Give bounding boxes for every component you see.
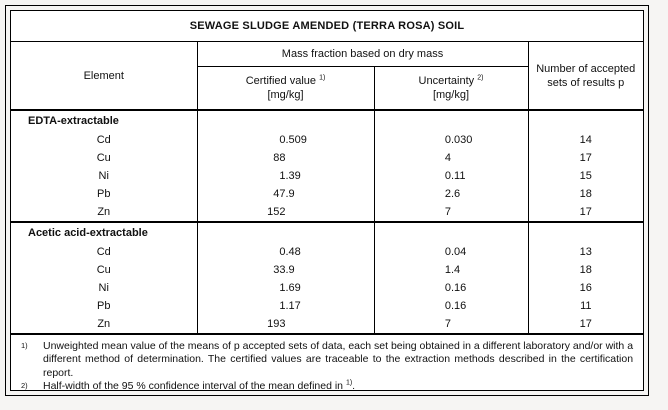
table-row: [11, 131, 643, 149]
section-header-edta: [11, 110, 643, 131]
integer-part: 1: [279, 300, 286, 312]
uncertainty-label: Uncertainty $^{2)}$: [418, 74, 484, 87]
footnote-1: [17, 340, 633, 381]
table-row: [11, 185, 643, 203]
certified-value: [242, 261, 330, 279]
certified-cell: [197, 131, 374, 149]
table-row: [11, 279, 643, 297]
fraction-part: .48: [285, 246, 301, 258]
fraction-part: .9: [285, 264, 295, 276]
accepted-sets-cell: 16: [528, 279, 643, 297]
footnote-ref-2: 2): [477, 74, 484, 82]
fraction-part: [451, 203, 495, 221]
accepted-sets-cell: 17: [528, 315, 643, 334]
footnote-1-marker: 1): [21, 340, 28, 350]
uncertainty-value: [407, 167, 495, 185]
table-row: [11, 261, 643, 279]
footnote-2-marker: 2): [21, 381, 28, 390]
uncertainty-value: [407, 243, 495, 261]
uncertainty-cell: [374, 261, 528, 279]
integer-part: 193: [267, 318, 286, 330]
fraction-part: .16: [451, 282, 467, 294]
empty-cell: [374, 222, 528, 243]
element-column-header: Element: [11, 42, 197, 111]
table-title-row: [11, 11, 643, 42]
fraction-part: .4: [451, 264, 461, 276]
uncertainty-value: [407, 131, 495, 149]
integer-part: 1: [444, 264, 451, 276]
element-cell: Pb: [97, 300, 111, 312]
table-title: SEWAGE SLUDGE AMENDED (TERRA ROSA) SOIL: [11, 11, 643, 42]
fraction-part: .16: [451, 300, 467, 312]
fraction-part: .509: [285, 134, 307, 146]
accepted-sets-cell: 18: [528, 185, 643, 203]
element-cell: Zn: [97, 318, 111, 330]
integer-part: 1: [279, 282, 286, 294]
table-row: [11, 149, 643, 167]
empty-cell: [528, 222, 643, 243]
uncertainty-cell: [374, 297, 528, 315]
footnote-2: [17, 380, 633, 391]
accepted-sets-cell: 14: [528, 131, 643, 149]
certified-value: [242, 167, 330, 185]
fraction-part: .17: [285, 300, 301, 312]
integer-part: 88: [273, 152, 286, 164]
empty-cell: [197, 110, 374, 131]
element-cell: Cu: [96, 152, 111, 164]
element-cell: Ni: [98, 170, 109, 182]
uncertainty-cell: [374, 185, 528, 203]
accepted-sets-cell: 13: [528, 243, 643, 261]
integer-part: 0: [444, 246, 451, 258]
certified-cell: [197, 243, 374, 261]
fraction-part: .69: [285, 282, 301, 294]
uncertainty-cell: [374, 243, 528, 261]
integer-part: 2: [444, 188, 451, 200]
uncertainty-cell: [374, 203, 528, 222]
section-name: EDTA-extractable: [11, 110, 197, 131]
mass-fraction-header: Mass fraction based on dry mass: [197, 42, 528, 67]
fraction-part: [286, 315, 330, 333]
empty-cell: [197, 222, 374, 243]
fraction-part: [286, 149, 330, 167]
integer-part: 47: [273, 188, 286, 200]
certified-value: [242, 185, 330, 203]
section-name: Acetic acid-extractable: [11, 222, 197, 243]
certified-cell: [197, 185, 374, 203]
integer-part: 0: [444, 170, 451, 182]
integer-part: 33: [273, 264, 286, 276]
accepted-sets-cell: 17: [528, 149, 643, 167]
footnotes-cell: [11, 334, 643, 391]
uncertainty-value: [407, 315, 495, 333]
fraction-part: .11: [451, 170, 466, 182]
certified-cell: [197, 149, 374, 167]
uncertainty-value: [407, 261, 495, 279]
element-cell: Ni: [98, 282, 109, 294]
fraction-part: .04: [451, 246, 467, 258]
table-row: [11, 203, 643, 222]
table-row: [11, 243, 643, 261]
element-cell: Cd: [96, 134, 111, 146]
table-row: [11, 167, 643, 185]
accepted-sets-header: Number of accepted sets of results p: [528, 42, 643, 111]
certified-cell: [197, 297, 374, 315]
certified-cell: [197, 315, 374, 334]
integer-part: 152: [267, 206, 286, 218]
uncertainty-unit: [mg/kg]: [432, 89, 470, 101]
certified-cell: [197, 261, 374, 279]
certified-value: [242, 297, 330, 315]
uncertainty-value: [407, 185, 495, 203]
integer-part: 7: [444, 318, 451, 330]
uncertainty-header: [374, 67, 528, 111]
table-outer-frame: [5, 5, 649, 396]
fraction-part: .030: [451, 134, 473, 146]
footnote-2-ref: 1): [345, 379, 353, 387]
accepted-sets-cell: 17: [528, 203, 643, 222]
integer-part: 7: [444, 206, 451, 218]
accepted-sets-cell: 18: [528, 261, 643, 279]
certified-cell: [197, 279, 374, 297]
integer-part: 0: [444, 282, 451, 294]
uncertainty-value: [407, 297, 495, 315]
element-cell: Cu: [96, 264, 111, 276]
uncertainty-value: [407, 203, 495, 221]
certified-value: [242, 203, 330, 221]
integer-part: 4: [444, 152, 451, 164]
integer-part: 0: [279, 246, 286, 258]
uncertainty-cell: [374, 167, 528, 185]
footnotes-section: [11, 337, 643, 392]
certified-value: [242, 279, 330, 297]
table-row: [11, 315, 643, 334]
fraction-part: [451, 149, 495, 167]
certified-cell: [197, 203, 374, 222]
empty-cell: [374, 110, 528, 131]
integer-part: 0: [444, 300, 451, 312]
certified-value: [242, 131, 330, 149]
uncertainty-value: [407, 149, 495, 167]
fraction-part: [286, 203, 330, 221]
empty-cell: [528, 110, 643, 131]
uncertainty-cell: [374, 315, 528, 334]
integer-part: 0: [444, 134, 451, 146]
element-cell: Pb: [97, 188, 111, 200]
certified-value: [242, 315, 330, 333]
uncertainty-value: [407, 279, 495, 297]
certified-value-unit: [mg/kg]: [267, 89, 304, 101]
element-cell: Zn: [97, 206, 111, 218]
uncertainty-cell: [374, 131, 528, 149]
integer-part: 0: [279, 134, 286, 146]
accepted-sets-cell: 11: [528, 297, 643, 315]
fraction-part: .6: [451, 188, 461, 200]
table-inner-frame: [10, 10, 644, 391]
footnote-ref-1: 1): [319, 74, 326, 82]
certified-values-table: [11, 11, 643, 391]
certified-value-header: [197, 67, 374, 111]
fraction-part: .9: [285, 188, 295, 200]
uncertainty-cell: [374, 149, 528, 167]
certified-value: [242, 149, 330, 167]
fraction-part: .39: [285, 170, 301, 182]
element-cell: Cd: [96, 246, 111, 258]
footnote-2-text: Half-width of the 95 % confidence interval of the mean defined in $^{1)}$.: [43, 379, 356, 391]
certified-value-label: Certified value $^{1)}$: [245, 74, 326, 87]
header-row-top: [11, 42, 643, 67]
uncertainty-cell: [374, 279, 528, 297]
table-row: [11, 297, 643, 315]
accepted-sets-cell: 15: [528, 167, 643, 185]
integer-part: 1: [279, 170, 286, 182]
footnote-1-text: Unweighted mean value of the means of p accepted sets of data, each set being obtained in a different laboratory and/or with a different method of determination. The certified values are traceable to the extraction methods described in the certification report.: [43, 339, 634, 379]
section-header-acetic: [11, 222, 643, 243]
footnotes-row: [11, 334, 643, 391]
certified-value: [242, 243, 330, 261]
certified-cell: [197, 167, 374, 185]
fraction-part: [451, 315, 495, 333]
